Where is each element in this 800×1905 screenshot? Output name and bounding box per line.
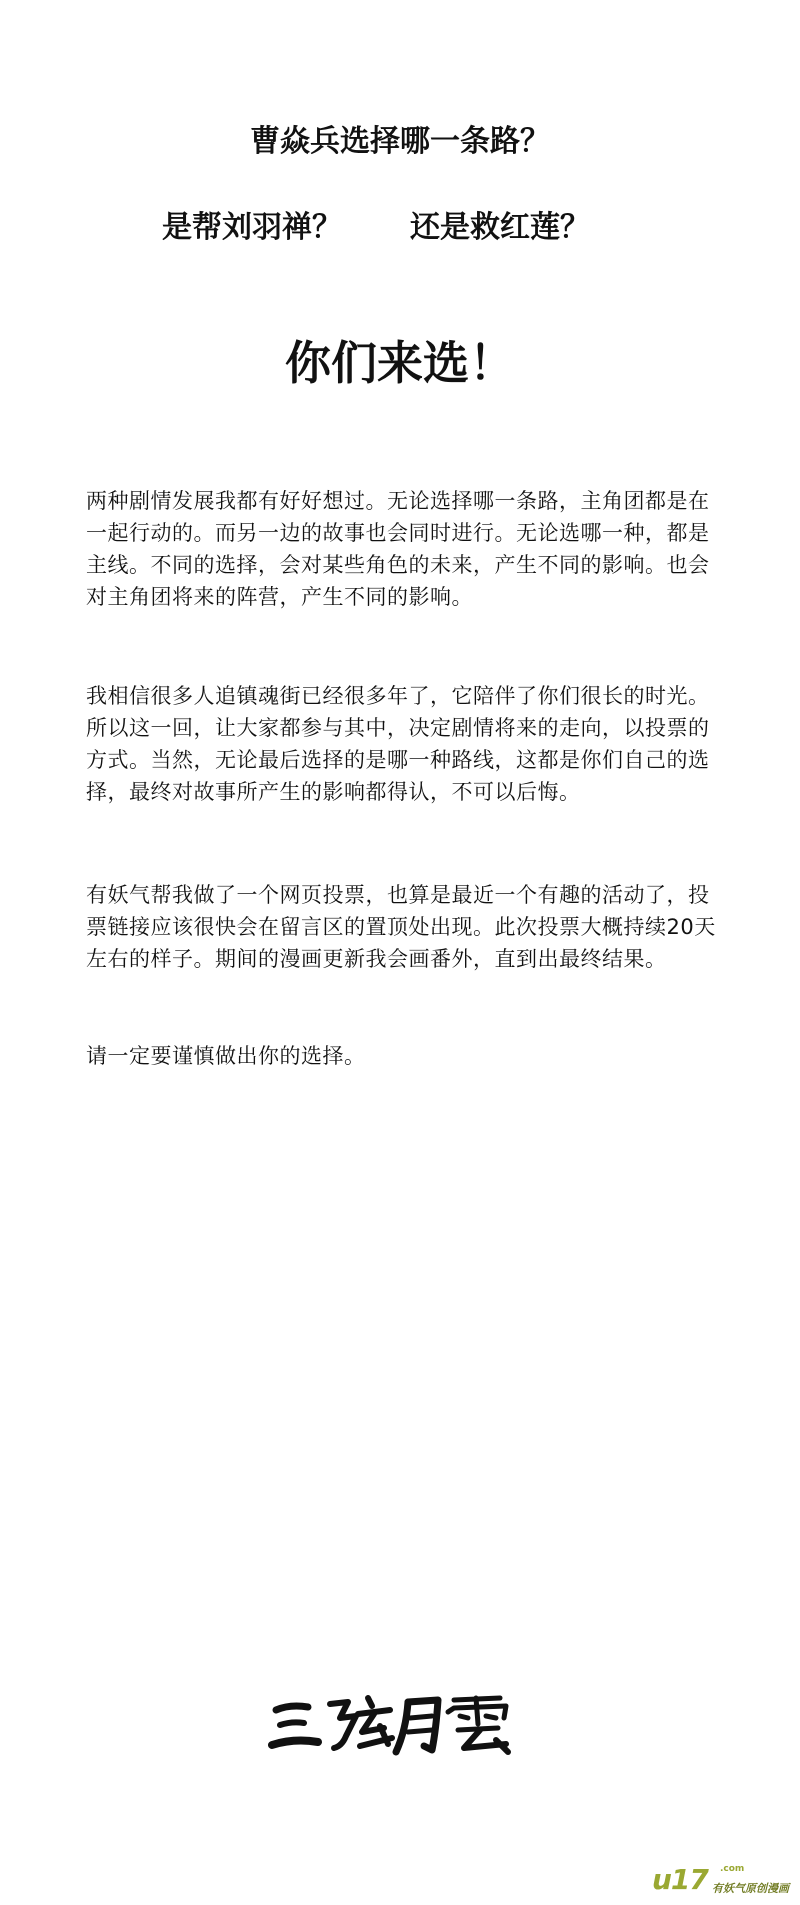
option-a: 是帮刘羽禅？: [162, 210, 342, 245]
paragraph-4: 请一定要谨慎做出你的选择。: [86, 1044, 366, 1068]
u17-watermark: [652, 1862, 800, 1902]
paragraph-2: 我相信很多人追镇魂街已经很多年了，它陪伴了你们很长的时光。所以这一回，让大家都参与其中，决定剧情将来的走向，以投票的方式。当然，无论最后选择的是哪一种路线，这都是你们自己的选择，最终对故事所产生的影响都得认，不可以后悔。: [86, 684, 710, 804]
paragraph-1: 两种剧情发展我都有好好想过。无论选择哪一条路，主角团都是在一起行动的。而另一边的故事也会同时进行。无论选哪一种，都是主线。不同的选择，会对某些角色的未来，产生不同的影响。也会对主角团将来的阵营，产生不同的影响。: [86, 489, 710, 609]
author-signature: [268, 1690, 518, 1760]
option-b: 还是救红莲？: [410, 210, 590, 245]
headline: 你们来选！: [285, 336, 515, 390]
u17-logo-tagline: 有妖气原创漫画: [712, 1882, 789, 1895]
u17-logo-mark: u17: [652, 1863, 708, 1896]
paragraph-3: 有妖气帮我做了一个网页投票，也算是最近一个有趣的活动了，投票链接应该很快会在留言区的置顶处出现。此次投票大概持续20天左右的样子。期间的漫画更新我会画番外，直到出最终结果。: [86, 883, 716, 971]
u17-logo-domain: .com: [720, 1864, 745, 1874]
question-title: 曹焱兵选择哪一条路？: [250, 124, 550, 159]
